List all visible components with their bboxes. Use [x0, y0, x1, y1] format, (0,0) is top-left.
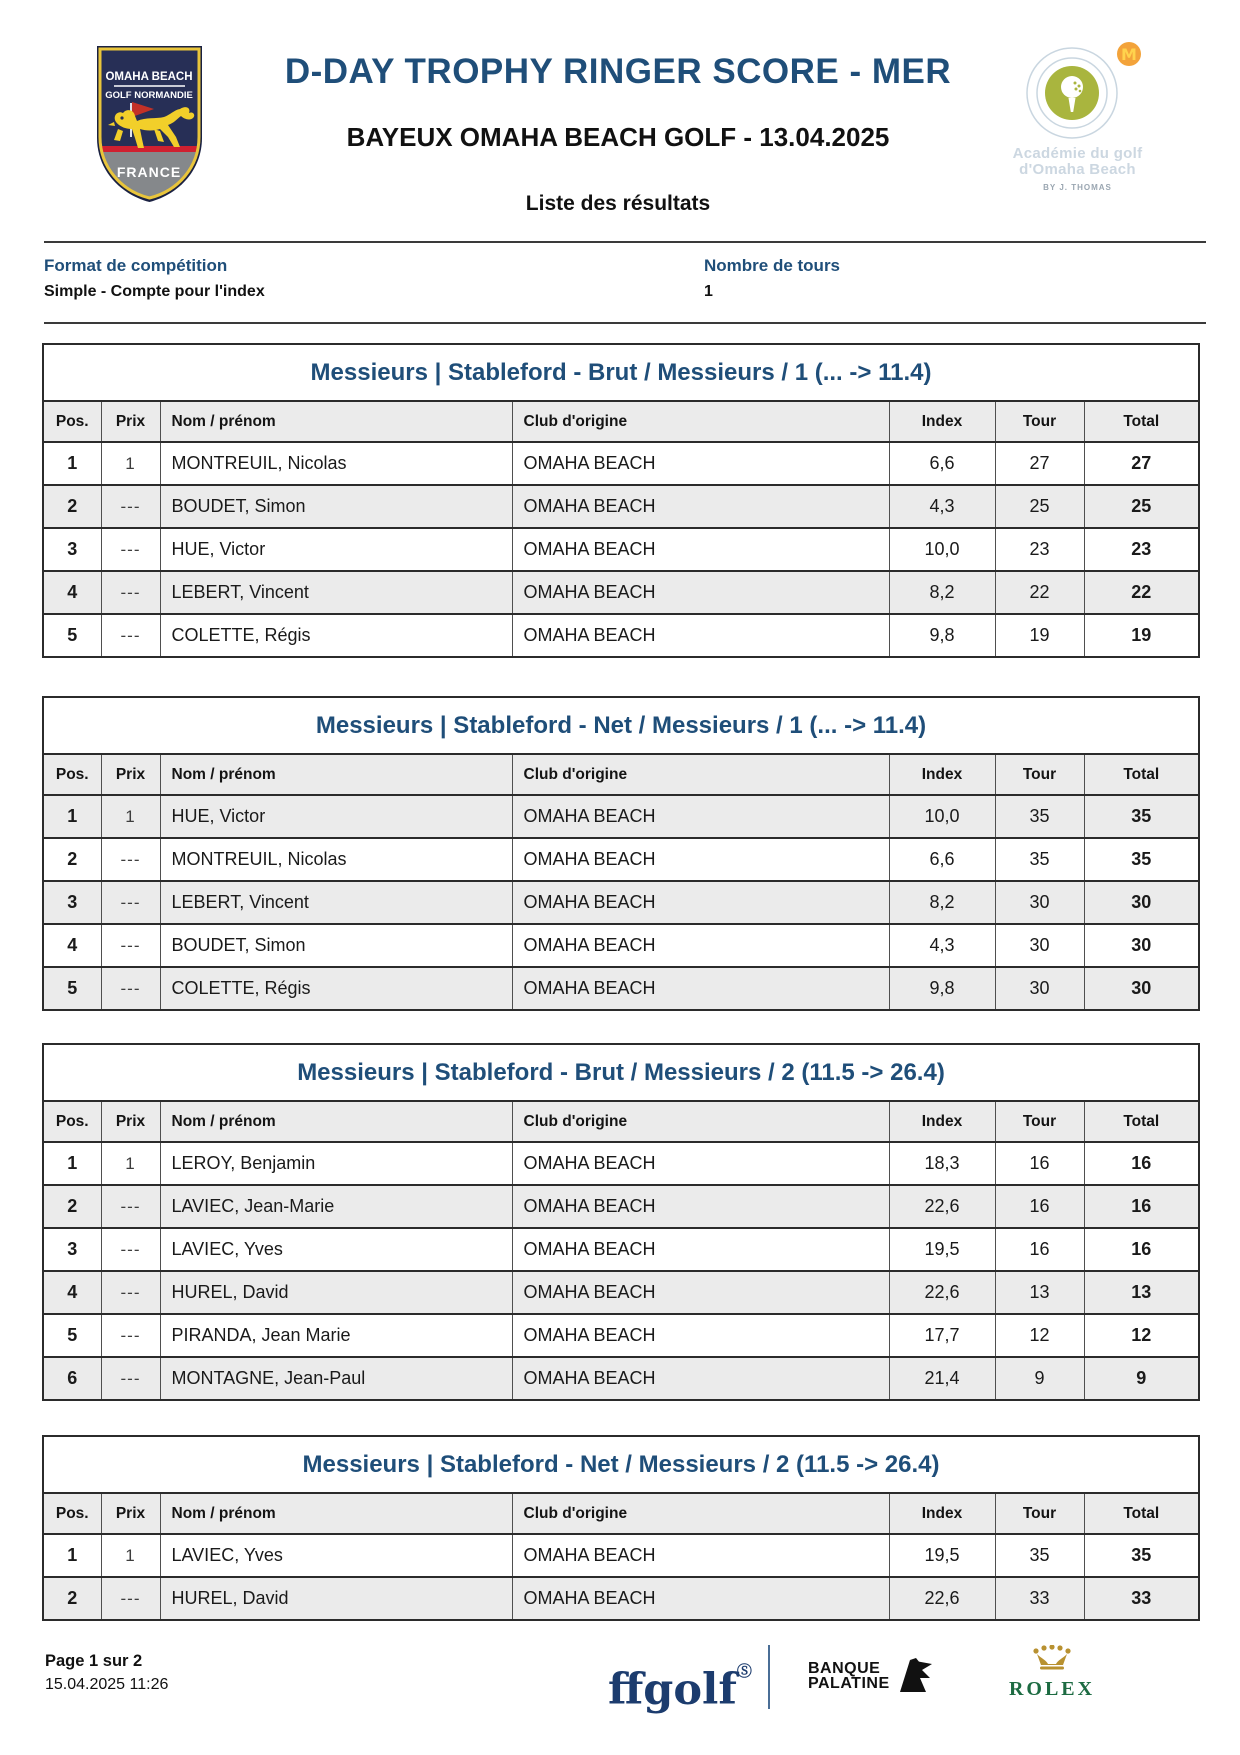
footer-divider	[768, 1645, 770, 1709]
column-header-total: Total	[1084, 402, 1198, 442]
header-divider	[44, 241, 1206, 243]
cell-prix: ---	[101, 967, 160, 1009]
table-row	[44, 571, 1198, 614]
table-row	[44, 838, 1198, 881]
cell-pos: 1	[44, 1142, 101, 1185]
cell-name: BOUDET, Simon	[160, 924, 512, 967]
cell-pos: 2	[44, 1577, 101, 1619]
cell-total: 16	[1084, 1228, 1198, 1271]
cell-index: 6,6	[889, 838, 995, 881]
cell-index: 18,3	[889, 1142, 995, 1185]
cell-pos: 2	[44, 838, 101, 881]
column-header-prix: Prix	[101, 755, 160, 795]
column-header-index: Index	[889, 1102, 995, 1142]
shield-icon	[94, 45, 205, 203]
column-header-tour: Tour	[995, 1494, 1084, 1534]
cell-tour: 27	[995, 442, 1084, 485]
table-row	[44, 1534, 1198, 1577]
cell-index: 9,8	[889, 967, 995, 1009]
cell-total: 30	[1084, 967, 1198, 1009]
cell-total: 27	[1084, 442, 1198, 485]
column-header-index: Index	[889, 755, 995, 795]
cell-prix: 1	[101, 1534, 160, 1577]
results-table	[42, 343, 1200, 658]
table-row	[44, 528, 1198, 571]
column-header-name: Nom / prénom	[160, 402, 512, 442]
cell-total: 33	[1084, 1577, 1198, 1619]
cell-name: COLETTE, Régis	[160, 614, 512, 656]
cell-tour: 35	[995, 1534, 1084, 1577]
cell-tour: 16	[995, 1185, 1084, 1228]
cell-prix: 1	[101, 442, 160, 485]
cell-name: LAVIEC, Yves	[160, 1228, 512, 1271]
cell-tour: 33	[995, 1577, 1084, 1619]
column-header-club: Club d'origine	[512, 1494, 889, 1534]
table-title: Messieurs | Stableford - Brut / Messieurs / 1 (... -> 11.4)	[44, 345, 1198, 402]
table-row	[44, 1271, 1198, 1314]
cell-name: HUE, Victor	[160, 795, 512, 838]
cell-club: OMAHA BEACH	[512, 1534, 889, 1577]
cell-pos: 6	[44, 1357, 101, 1399]
cell-prix: ---	[101, 924, 160, 967]
cell-tour: 16	[995, 1228, 1084, 1271]
cell-tour: 19	[995, 614, 1084, 656]
cell-club: OMAHA BEACH	[512, 571, 889, 614]
column-header-club: Club d'origine	[512, 755, 889, 795]
column-header-prix: Prix	[101, 1494, 160, 1534]
cell-name: MONTREUIL, Nicolas	[160, 442, 512, 485]
cell-total: 22	[1084, 571, 1198, 614]
cell-tour: 25	[995, 485, 1084, 528]
academy-byline: BY J. THOMAS	[1043, 183, 1112, 192]
cell-index: 22,6	[889, 1271, 995, 1314]
cell-pos: 3	[44, 881, 101, 924]
cell-club: OMAHA BEACH	[512, 1228, 889, 1271]
cell-tour: 22	[995, 571, 1084, 614]
meta-divider	[44, 322, 1206, 324]
cell-club: OMAHA BEACH	[512, 795, 889, 838]
table-header-row	[44, 755, 1198, 795]
cell-index: 4,3	[889, 485, 995, 528]
cell-pos: 1	[44, 1534, 101, 1577]
column-header-tour: Tour	[995, 755, 1084, 795]
column-header-name: Nom / prénom	[160, 755, 512, 795]
table-row	[44, 485, 1198, 528]
cell-name: MONTREUIL, Nicolas	[160, 838, 512, 881]
format-label: Format de compétition	[44, 256, 228, 275]
cell-tour: 35	[995, 795, 1084, 838]
rounds-label: Nombre de tours	[704, 256, 841, 275]
cell-name: BOUDET, Simon	[160, 485, 512, 528]
cell-index: 6,6	[889, 442, 995, 485]
cell-tour: 35	[995, 838, 1084, 881]
cell-name: LAVIEC, Jean-Marie	[160, 1185, 512, 1228]
cell-pos: 2	[44, 1185, 101, 1228]
academy-name-line1: Académie du golf	[1012, 145, 1143, 162]
column-header-index: Index	[889, 402, 995, 442]
table-row	[44, 924, 1198, 967]
cell-name: COLETTE, Régis	[160, 967, 512, 1009]
column-header-total: Total	[1084, 1102, 1198, 1142]
cell-total: 16	[1084, 1185, 1198, 1228]
cell-club: OMAHA BEACH	[512, 1357, 889, 1399]
column-header-pos: Pos.	[44, 755, 101, 795]
cell-prix: ---	[101, 571, 160, 614]
cell-name: PIRANDA, Jean Marie	[160, 1314, 512, 1357]
results-table	[42, 696, 1200, 1011]
results-list-label: Liste des résultats	[525, 192, 711, 215]
column-header-club: Club d'origine	[512, 402, 889, 442]
table-header-row	[44, 1102, 1198, 1142]
cell-total: 16	[1084, 1142, 1198, 1185]
cell-pos: 3	[44, 1228, 101, 1271]
svg-text:GOLF NORMANDIE: GOLF NORMANDIE	[105, 90, 193, 101]
cell-total: 30	[1084, 881, 1198, 924]
academy-logo	[995, 40, 1160, 192]
svg-text:M: M	[1120, 45, 1137, 64]
column-header-prix: Prix	[101, 1102, 160, 1142]
column-header-index: Index	[889, 1494, 995, 1534]
banque-palatine-line1: BANQUE	[808, 1660, 881, 1677]
cell-pos: 2	[44, 485, 101, 528]
table-row	[44, 1228, 1198, 1271]
cell-prix: ---	[101, 1357, 160, 1399]
cell-tour: 30	[995, 881, 1084, 924]
table-row	[44, 1577, 1198, 1619]
results-table	[42, 1043, 1200, 1401]
cell-name: LEBERT, Vincent	[160, 881, 512, 924]
ffgolf-logo	[608, 1648, 752, 1713]
cell-club: OMAHA BEACH	[512, 924, 889, 967]
cell-tour: 12	[995, 1314, 1084, 1357]
page-title: D-DAY TROPHY RINGER SCORE - MER	[284, 52, 952, 91]
golf-ball-logo-icon	[1012, 40, 1144, 146]
cell-index: 8,2	[889, 881, 995, 924]
cell-index: 10,0	[889, 795, 995, 838]
table-title: Messieurs | Stableford - Net / Messieurs / 1 (... -> 11.4)	[44, 698, 1198, 755]
table-row	[44, 442, 1198, 485]
cell-index: 22,6	[889, 1577, 995, 1619]
cell-name: HUREL, David	[160, 1271, 512, 1314]
banque-palatine-horse-icon	[890, 1658, 934, 1694]
cell-tour: 30	[995, 967, 1084, 1009]
cell-index: 19,5	[889, 1228, 995, 1271]
cell-pos: 4	[44, 1271, 101, 1314]
cell-pos: 4	[44, 924, 101, 967]
cell-pos: 5	[44, 614, 101, 656]
table-row	[44, 795, 1198, 838]
cell-tour: 16	[995, 1142, 1084, 1185]
cell-pos: 1	[44, 795, 101, 838]
table-row	[44, 614, 1198, 656]
print-datetime: 15.04.2025 11:26	[45, 1676, 169, 1693]
cell-index: 8,2	[889, 571, 995, 614]
cell-index: 10,0	[889, 528, 995, 571]
cell-tour: 13	[995, 1271, 1084, 1314]
cell-pos: 3	[44, 528, 101, 571]
table-header-row	[44, 402, 1198, 442]
cell-name: HUE, Victor	[160, 528, 512, 571]
cell-total: 13	[1084, 1271, 1198, 1314]
column-header-pos: Pos.	[44, 1102, 101, 1142]
cell-index: 21,4	[889, 1357, 995, 1399]
page-number: Page 1 sur 2	[45, 1652, 143, 1670]
ffgolf-wordmark: ffgolf	[608, 1665, 737, 1715]
registered-mark-icon: Ⓢ	[736, 1662, 752, 1680]
table-header-row	[44, 1494, 1198, 1534]
cell-club: OMAHA BEACH	[512, 838, 889, 881]
cell-prix: ---	[101, 1577, 160, 1619]
cell-club: OMAHA BEACH	[512, 528, 889, 571]
column-header-name: Nom / prénom	[160, 1494, 512, 1534]
cell-prix: ---	[101, 881, 160, 924]
column-header-name: Nom / prénom	[160, 1102, 512, 1142]
cell-total: 19	[1084, 614, 1198, 656]
cell-index: 9,8	[889, 614, 995, 656]
column-header-tour: Tour	[995, 402, 1084, 442]
column-header-club: Club d'origine	[512, 1102, 889, 1142]
cell-club: OMAHA BEACH	[512, 442, 889, 485]
svg-text:OMAHA BEACH: OMAHA BEACH	[105, 71, 193, 83]
table-row	[44, 881, 1198, 924]
cell-index: 22,6	[889, 1185, 995, 1228]
cell-club: OMAHA BEACH	[512, 967, 889, 1009]
banque-palatine-logo	[808, 1658, 934, 1694]
table-row	[44, 1185, 1198, 1228]
cell-pos: 5	[44, 1314, 101, 1357]
cell-pos: 1	[44, 442, 101, 485]
format-value: Simple - Compte pour l'index	[44, 283, 265, 300]
table-row	[44, 1357, 1198, 1399]
cell-prix: ---	[101, 1228, 160, 1271]
table-row	[44, 1142, 1198, 1185]
cell-prix: 1	[101, 795, 160, 838]
cell-prix: ---	[101, 838, 160, 881]
cell-prix: ---	[101, 1271, 160, 1314]
column-header-pos: Pos.	[44, 402, 101, 442]
mcdonalds-badge-icon	[1117, 42, 1141, 66]
table-row	[44, 1314, 1198, 1357]
cell-total: 30	[1084, 924, 1198, 967]
cell-tour: 9	[995, 1357, 1084, 1399]
rolex-logo	[1002, 1645, 1102, 1701]
column-header-prix: Prix	[101, 402, 160, 442]
cell-total: 35	[1084, 795, 1198, 838]
cell-index: 19,5	[889, 1534, 995, 1577]
academy-name-line2: d'Omaha Beach	[1019, 161, 1136, 178]
table-row	[44, 967, 1198, 1009]
cell-tour: 23	[995, 528, 1084, 571]
cell-prix: 1	[101, 1142, 160, 1185]
cell-total: 25	[1084, 485, 1198, 528]
cell-prix: ---	[101, 1185, 160, 1228]
cell-prix: ---	[101, 1314, 160, 1357]
cell-tour: 30	[995, 924, 1084, 967]
cell-pos: 5	[44, 967, 101, 1009]
cell-index: 4,3	[889, 924, 995, 967]
cell-prix: ---	[101, 528, 160, 571]
cell-name: LEROY, Benjamin	[160, 1142, 512, 1185]
column-header-tour: Tour	[995, 1102, 1084, 1142]
cell-total: 35	[1084, 838, 1198, 881]
cell-club: OMAHA BEACH	[512, 1142, 889, 1185]
cell-name: LEBERT, Vincent	[160, 571, 512, 614]
cell-name: LAVIEC, Yves	[160, 1534, 512, 1577]
cell-club: OMAHA BEACH	[512, 1314, 889, 1357]
rounds-value: 1	[704, 283, 713, 300]
cell-pos: 4	[44, 571, 101, 614]
banque-palatine-line2: PALATINE	[808, 1675, 890, 1692]
cell-total: 9	[1084, 1357, 1198, 1399]
rolex-wordmark: ROLEX	[1008, 1678, 1096, 1700]
svg-text:FRANCE: FRANCE	[116, 164, 182, 180]
cell-prix: ---	[101, 614, 160, 656]
omaha-beach-shield-logo	[94, 45, 205, 203]
column-header-total: Total	[1084, 1494, 1198, 1534]
cell-club: OMAHA BEACH	[512, 485, 889, 528]
cell-name: HUREL, David	[160, 1577, 512, 1619]
rolex-crown-icon	[1032, 1645, 1072, 1671]
column-header-pos: Pos.	[44, 1494, 101, 1534]
event-subtitle: BAYEUX OMAHA BEACH GOLF - 13.04.2025	[346, 122, 890, 152]
table-title: Messieurs | Stableford - Net / Messieurs / 2 (11.5 -> 26.4)	[44, 1437, 1198, 1494]
cell-club: OMAHA BEACH	[512, 614, 889, 656]
column-header-total: Total	[1084, 755, 1198, 795]
cell-name: MONTAGNE, Jean-Paul	[160, 1357, 512, 1399]
table-title: Messieurs | Stableford - Brut / Messieurs / 2 (11.5 -> 26.4)	[44, 1045, 1198, 1102]
cell-total: 35	[1084, 1534, 1198, 1577]
cell-club: OMAHA BEACH	[512, 1577, 889, 1619]
cell-index: 17,7	[889, 1314, 995, 1357]
cell-club: OMAHA BEACH	[512, 1185, 889, 1228]
cell-club: OMAHA BEACH	[512, 881, 889, 924]
cell-total: 12	[1084, 1314, 1198, 1357]
cell-club: OMAHA BEACH	[512, 1271, 889, 1314]
results-table	[42, 1435, 1200, 1621]
cell-total: 23	[1084, 528, 1198, 571]
cell-prix: ---	[101, 485, 160, 528]
